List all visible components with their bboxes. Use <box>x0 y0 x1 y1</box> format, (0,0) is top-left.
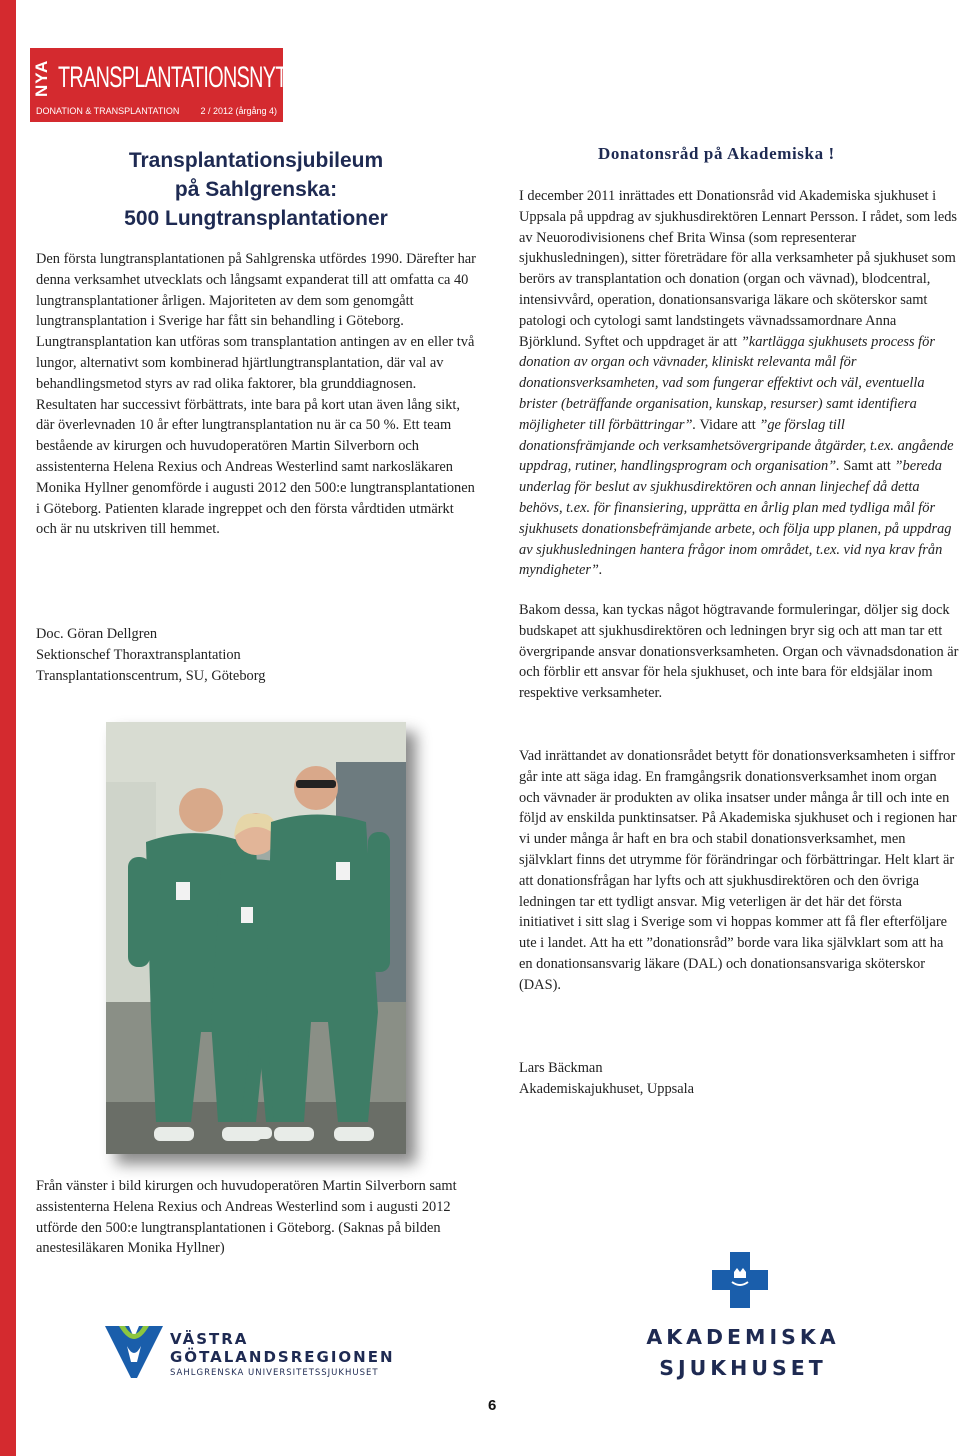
signature-affiliation: Transplantationscentrum, SU, Göteborg <box>36 667 266 684</box>
right-signature-affiliation: Akademiskajukhuset, Uppsala <box>519 1080 695 1097</box>
left-accent-bar <box>0 0 16 1456</box>
photo-caption: Från vänster i bild kirurgen och huvudoperatören Martin Silverborn samt assistenterna Helena Rexius och Andreas Westerlind som i augusti 2012 utförde den 500:e lungtransplantationen i Göteborg. (Saknas på bilden anestesiläkaren Monika Hyllner) <box>36 1178 457 1257</box>
ak-logo-line-1: AKADEMISKA <box>646 1325 840 1349</box>
signature-name: Doc. Göran Dellgren <box>36 626 158 642</box>
left-article-body: Den första lungtransplantationen på Sahlgrenska utfördes 1990. Därefter har denna verksamhet utvecklats och långsamt expanderat till att omfatta ca 40 lungtransplantationer årligen. Majoriteten av dem som genomgått lungtransplantation i Sverige har fått sin behandling i Göteborg. Lungtransplantation kan utföras som transplantation antingen av en eller två lungor, alternativt som kombinerad hjärtlungtransplantation, där val av behandlingsmetod styrs av rad olika faktorer, bla grunddiagnosen. Resultaten har successivt förbättrats, inte bara på kort utan även lång sikt, där överlevnaden 10 år efter lungtransplantation nu är ca 50 %. Ett team bestående av kirurgen och huvudoperatören Martin Silverborn och assistenterna Helena Rexius och Andreas Westerlind samt narkosläkaren Monika Hyllner genomförde i augusti 2012 den 500:e lungtransplantationen i Göteborg. Patienten klarade ingreppet och den första vårdtiden utmärkt och är nu utskriven till hemmet. <box>36 251 476 538</box>
vastra-gotalandsregionen-logo <box>103 1322 403 1382</box>
vg-logo-line-2: GÖTALANDSREGIONEN <box>170 1348 395 1366</box>
akademiska-sjukhuset-logo <box>638 1322 848 1384</box>
akademiska-cross-icon <box>712 1252 768 1308</box>
article-headline <box>36 146 476 233</box>
right-p1-text-2: Vidare att <box>696 416 760 433</box>
headline-line-3: 500 Lungtransplantationer <box>124 207 388 230</box>
vg-logo-line-1: VÄSTRA <box>170 1330 249 1348</box>
right-p1-quote-1: ”kartlägga sjukhusets process för donation av organ och vävnader, kliniskt relevanta mål för donationsverksamheten, vad som fungerar effektivt och väl, eventuella brister (beträffande organisation, kunskap, resurser) samt identifiera möjligheter till förbättringar”. <box>519 333 935 433</box>
masthead-prefix: NYA <box>32 59 51 97</box>
headline-line-1: Transplantationsjubileum <box>128 149 384 172</box>
page-number: 6 <box>488 1397 497 1414</box>
ak-logo-line-2: SJUKHUSET <box>659 1356 827 1380</box>
vg-logo-line-3: SAHLGRENSKA UNIVERSITETSSJUKHUSET <box>170 1368 379 1378</box>
masthead-title: TRANSPLANTATIONSNYTT <box>58 61 299 94</box>
left-signature <box>36 624 476 686</box>
right-paragraph-3: Vad inrättandet av donationsrådet betytt för donationsverksamheten i siffror går inte att säga idag. En framgångsrik donationsverksamhet inom organ och vävnader är produkten av olika insatser under många år till och inte en följd av enskilda punktinsatser. På Akademiska sjukhuset och i regionen har vi under många år haft en bra och stabil donationsverksamhet, men självklart finns det utrymme för förändringar och förbättringar. Helt klart är att donationsfrågan har lyfts och att sjukhusdirektören och den övriga ledningen tar ett tydligt ansvar. Mig veterligen är det här det första initiativet i sitt slag i Sverige som vi hoppas kommer att få fler efterföljare ute i landet. Att ha ett ”donationsråd” borde vara lika självklart som att ha en donationsansvarig läkare (DAL) och donationsansvariga sköterskor (DAS). <box>519 748 957 993</box>
right-paragraph-1 <box>519 186 959 581</box>
right-p1-text-3: Samt att <box>839 458 895 475</box>
vgr-emblem-icon <box>103 1322 165 1382</box>
right-article-heading: Donatonsråd på Akademiska ! <box>598 144 835 163</box>
right-signature <box>519 1058 959 1100</box>
right-paragraph-2: Bakom dessa, kan tyckas något högtravande formuleringar, döljer sig dock budskapet att sjukhusdirektören och ledningen bryr sig och att man tar ett övergripande ansvar donationsverksamheten. Organ och vävnadsdonation är och förblir ett ansvar för hela sjukhuset, och inte bara för eldsjälar inom respektive verksamheter. <box>519 602 959 702</box>
masthead <box>30 48 299 122</box>
right-p1-text: I december 2011 inrättades ett Donationsråd vid Akademiska sjukhuset i Uppsala på uppdrag av sjukhusdirektören Lennart Persson. I rådet, som leds av Neuorodivisionens chef Brita Winsa (som representerar sjukhusledningen), sitter företrädare för alla verksamheter på sjukhuset som berörs av transplantation och donation (organ och vävnad), blodcentral, intensivvård, operation, donationsansvariga läkare och sköterskor samt patologi och cytologi samt landstingets vävnadssamordnare Anna Björklund. Syftet och uppdraget är att <box>519 188 958 350</box>
team-photo <box>106 722 406 1154</box>
masthead-issue: 2 / 2012 (årgång 4) <box>200 106 277 116</box>
right-p1-quote-2: ”ge förslag till donationsfrämjande och verksamhetsövergripande åtgärder, t.ex. angående uppdrag, rutiner, handlingsprogram och organisation”. <box>519 416 954 475</box>
signature-title: Sektionschef Thoraxtransplantation <box>36 646 241 663</box>
masthead-subtitle: DONATION & TRANSPLANTATION <box>36 106 180 116</box>
right-signature-name: Lars Bäckman <box>519 1060 603 1076</box>
headline-line-2: på Sahlgrenska: <box>174 178 338 201</box>
right-p1-quote-3: ”bereda underlag för beslut av sjukhusdirektören och annan linjechef då detta behövs, t.ex. för finansiering, upprätta en årlig plan med tydliga mål för sjukhusets donationsbefrämjande arbete, och följa upp planen, på uppdrag av sjukhusledningen hantera frågor inom området, t.ex. vid nya krav från myndigheter”. <box>519 458 952 579</box>
